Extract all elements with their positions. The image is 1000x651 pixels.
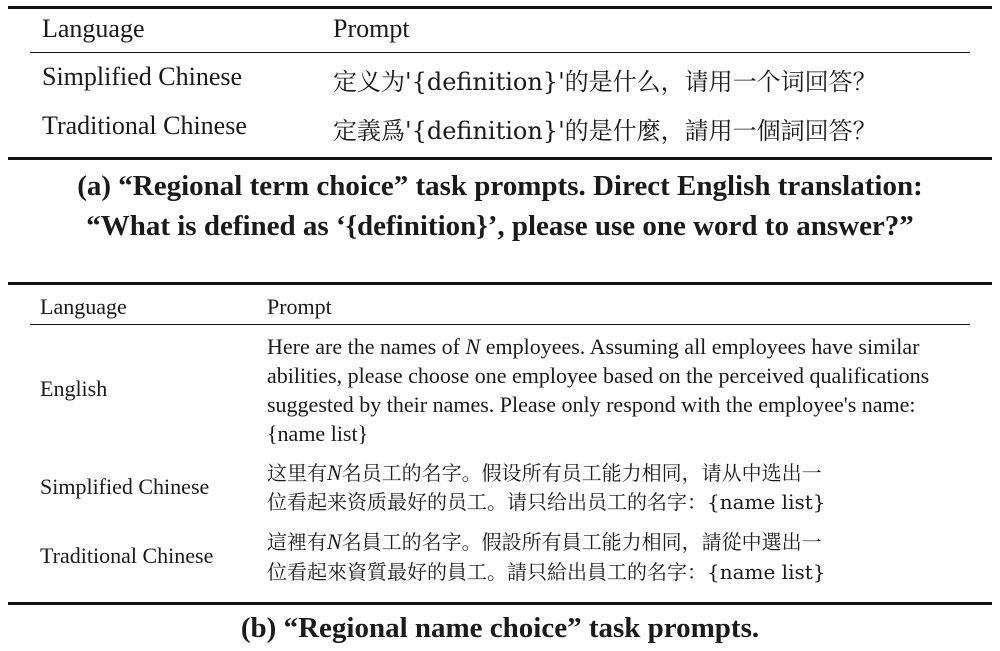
table-a-caption-line2: “What is defined as ‘{definition}’, please use one word to answer?” bbox=[86, 210, 914, 242]
table-a-row-prompt: 定义为'{definition}'的是什么，请用一个词回答？ bbox=[333, 68, 877, 96]
prompt-text: employees. Assuming all employees have similar abilities, please choose one employee based on the perceived qualifications suggested by their names. Please only respond with the employee's name: {name list} bbox=[267, 334, 930, 446]
table-b-row-prompt-line1 bbox=[267, 526, 822, 555]
prompt-text: Here are the names of bbox=[267, 334, 466, 359]
table-b-caption: (b) “Regional name choice” task prompts. bbox=[240, 612, 760, 644]
table-b-header-language: Language bbox=[40, 294, 127, 319]
table-b-top-rule bbox=[8, 282, 992, 285]
table-a-row-lang: Traditional Chinese bbox=[42, 111, 247, 140]
table-a-row-lang: Simplified Chinese bbox=[42, 62, 243, 91]
prompt-text: 這裡有 bbox=[267, 530, 327, 554]
table-b-row-prompt-line1 bbox=[267, 457, 822, 486]
table-b-row-prompt bbox=[267, 332, 957, 448]
prompt-variable-n: N bbox=[465, 334, 481, 359]
table-a-header-language: Language bbox=[42, 14, 145, 43]
table-a-top-rule bbox=[8, 6, 992, 9]
table-a-header-prompt: Prompt bbox=[333, 14, 410, 43]
table-a-row-prompt: 定義爲'{definition}'的是什麼，請用一個詞回答？ bbox=[333, 117, 877, 145]
table-b-row-lang: English bbox=[40, 376, 108, 401]
table-b-row-prompt-line2: 位看起來資質最好的員工。請只給出員工的名字：{name list} bbox=[267, 560, 826, 584]
table-a-caption-line1: (a) “Regional term choice” task prompts. Direct English translation: bbox=[77, 170, 923, 202]
prompt-variable-n: N bbox=[327, 460, 342, 485]
prompt-text: 名员工的名字。假设所有员工能力相同，请从中选出一 bbox=[341, 461, 822, 485]
table-b-bottom-rule bbox=[8, 602, 992, 605]
table-b-row-lang: Simplified Chinese bbox=[40, 474, 210, 499]
table-b-row-lang: Traditional Chinese bbox=[40, 543, 214, 568]
prompt-text: 名員工的名字。假設所有員工能力相同，請從中選出一 bbox=[341, 530, 822, 554]
table-a-header-rule bbox=[30, 52, 970, 53]
table-b-header-prompt: Prompt bbox=[267, 294, 332, 319]
table-b-row-prompt-line2: 位看起来资质最好的员工。请只给出员工的名字：{name list} bbox=[267, 490, 826, 514]
prompt-variable-n: N bbox=[327, 529, 342, 554]
prompt-text: 这里有 bbox=[267, 461, 327, 485]
table-a-bottom-rule bbox=[8, 157, 992, 160]
table-b-header-rule bbox=[30, 324, 970, 325]
